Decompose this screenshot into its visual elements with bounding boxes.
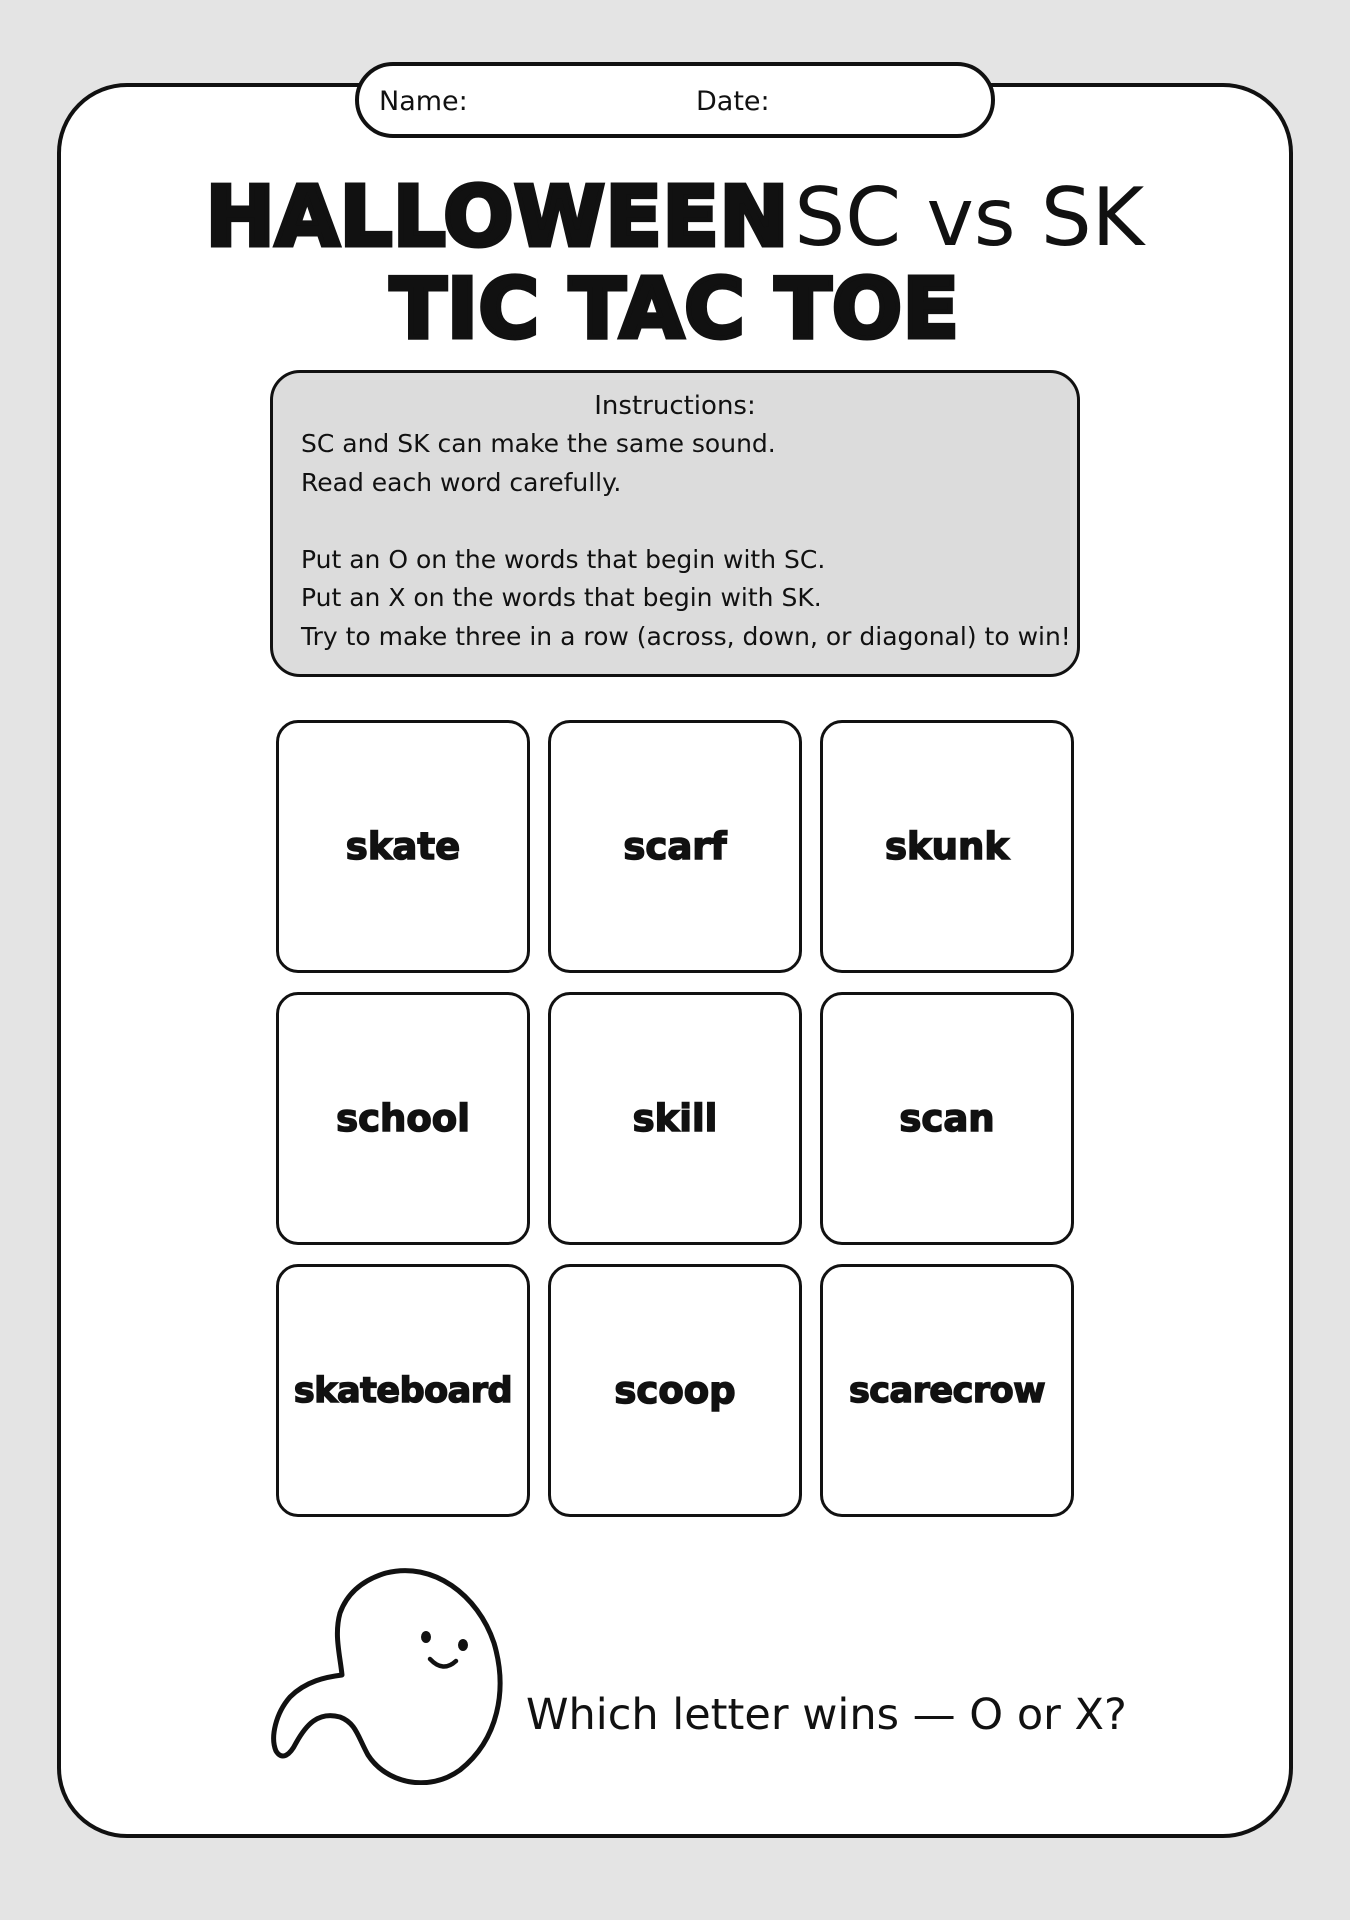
title-halloween: HALLOWEEN — [205, 170, 790, 265]
cell-word: skill — [632, 1097, 718, 1140]
grid-cell[interactable] — [276, 1264, 530, 1517]
date-label: Date: — [696, 86, 770, 117]
instruction-line: SC and SK can make the same sound. — [301, 429, 776, 458]
cell-word: school — [336, 1097, 470, 1140]
tic-tac-toe-grid — [276, 720, 1074, 1517]
grid-cell[interactable] — [820, 1264, 1074, 1517]
cell-word: skunk — [885, 825, 1009, 868]
cell-word: scarf — [623, 825, 727, 868]
grid-cell[interactable] — [820, 720, 1074, 973]
page-title-line-1 — [0, 170, 1350, 270]
cell-word: scan — [899, 1097, 995, 1140]
instruction-line: Read each word carefully. — [301, 467, 622, 497]
page-title-line-2 — [0, 262, 1350, 362]
instruction-line: Try to make three in a row (across, down, or diagonal) to win! — [301, 621, 1071, 651]
grid-cell[interactable] — [548, 720, 802, 973]
grid-cell[interactable] — [276, 720, 530, 973]
cell-word: skate — [345, 825, 461, 868]
title-sc-vs-sk: SC vs SK — [794, 171, 1145, 264]
grid-cell[interactable] — [276, 992, 530, 1245]
instruction-line: Put an X on the words that begin with SK. — [301, 583, 822, 612]
instructions-box — [270, 370, 1080, 677]
name-label: Name: — [379, 86, 468, 117]
grid-cell[interactable] — [548, 992, 802, 1245]
ghost-icon — [268, 1555, 508, 1785]
title-tic-tac-toe: TIC TAC TOE — [390, 262, 960, 357]
instructions-heading: Instructions: — [594, 391, 756, 421]
cell-word: scarecrow — [848, 1370, 1046, 1411]
instruction-line: Put an O on the words that begin with SC. — [301, 544, 826, 574]
cell-word: skateboard — [293, 1370, 513, 1411]
name-date-bar — [355, 62, 995, 138]
grid-cell[interactable] — [548, 1264, 802, 1517]
closing-question: Which letter wins — O or X? — [526, 1690, 1127, 1740]
cell-word: scoop — [614, 1369, 736, 1412]
instruction-spacer — [301, 502, 1049, 541]
grid-cell[interactable] — [820, 992, 1074, 1245]
